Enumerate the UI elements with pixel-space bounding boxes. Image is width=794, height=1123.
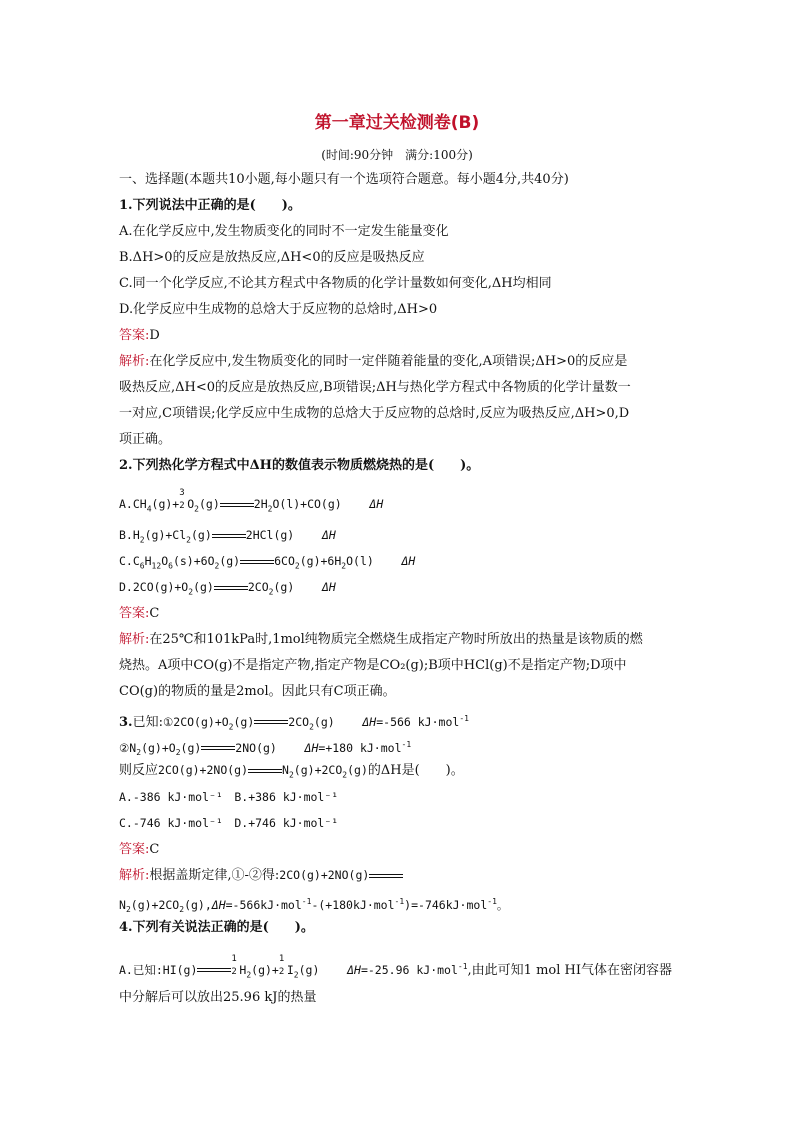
equals-arrow-icon xyxy=(369,873,403,879)
q2-analysis-line-3: CO(g)的物质的量是2mol。因此只有C项正确。 xyxy=(119,684,396,699)
answer-label: 答案: xyxy=(119,328,150,343)
equals-arrow-icon xyxy=(220,502,254,508)
q1-analysis-line-2: 吸热反应,ΔH<0的反应是放热反应,B项错误;ΔH与热化学方程式中各物质的化学计量数一 xyxy=(119,380,631,395)
q1-option-d: D.化学反应中生成物的总焓大于反应物的总焓时,ΔH>0 xyxy=(119,302,438,317)
equals-arrow-icon xyxy=(201,745,235,751)
q3-question: 则反应2CO(g)+2NO(g) $N_2(g)+2CO_2(g)$的ΔH是( )。 xyxy=(119,763,464,780)
equals-arrow-icon xyxy=(254,719,288,725)
q2-option-c: $C.C_6H_{12}O_6(s)+6O_2(g)$ $6CO_2(g)+6H_2O(l)$ ΔH xyxy=(119,554,416,571)
question-1: 1.下列说法中正确的是( )。 xyxy=(119,198,301,213)
q4-option-a-line-2: 中分解后可以放出25.96 kJ的热量 xyxy=(119,990,317,1005)
q2-option-d: $D.2CO(g)+O_2(g)$ $2CO_2(g)$ ΔH xyxy=(119,580,336,597)
q3-analysis-line-1: 解析:根据盖斯定律,①-②得:2CO(g)+2NO(g) xyxy=(119,867,403,884)
equals-arrow-icon xyxy=(248,768,282,774)
q1-analysis-line-3: 一对应,C项错误;化学反应中生成物的总焓大于反应物的总焓时,反应为吸热反应,ΔH>0,D xyxy=(119,406,630,421)
equals-arrow-icon xyxy=(212,533,246,539)
page-title: 第一章过关检测卷(B) xyxy=(314,113,480,133)
q1-answer: 答案:D xyxy=(119,328,160,343)
q2-analysis-line-1: 解析:在25℃和101kPa时,1mol纯物质完全燃烧生成指定产物时所放出的热量是该物质的燃 xyxy=(119,632,643,647)
q3-answer: 答案:C xyxy=(119,842,160,857)
section-heading: 一、选择题(本题共10小题,每小题只有一个选项符合题意。每小题4分,共40分) xyxy=(119,172,569,187)
equals-arrow-icon xyxy=(214,585,248,591)
question-4: 4.下列有关说法正确的是( )。 xyxy=(119,920,314,935)
question-2: 2.下列热化学方程式中ΔH的数值表示物质燃烧热的是( )。 xyxy=(119,458,480,473)
q2-option-a: $A.CH_4(g)+$ 3 2 $O_2(g)$ $2H_2O(l)+CO(g)$ ΔH xyxy=(119,488,384,514)
analysis-label: 解析: xyxy=(119,354,150,369)
page-subtitle: (时间:90分钟 满分:100分) xyxy=(321,148,473,162)
q4-option-a-line-1: A.已知:HI(g) 1 2 $H_2(g)+$ 1 2 $I_2(g)$ ΔH=-25.96 kJ·mol$^{-1}$,由此可知1 mol HI气体在密闭容器 xyxy=(119,953,672,980)
q1-analysis-line-1: 解析:在化学反应中,发生物质变化的同时一定伴随着能量的变化,A项错误;ΔH>0的反应是 xyxy=(119,354,628,369)
q3-options-cd: C.-746 kJ·mol⁻¹ D.+746 kJ·mol⁻¹ xyxy=(119,816,339,830)
q1-option-a: A.在化学反应中,发生物质变化的同时不一定发生能量变化 xyxy=(119,224,449,239)
equals-arrow-icon xyxy=(240,559,274,565)
equals-arrow-icon xyxy=(197,967,231,973)
q2-analysis-line-2: 烧热。A项中CO(g)不是指定产物,指定产物是CO₂(g);B项中HCl(g)不是指定产物;D项中 xyxy=(119,658,627,673)
q1-option-c: C.同一个化学反应,不论其方程式中各物质的化学计量数如何变化,ΔH均相同 xyxy=(119,276,552,291)
q1-analysis-line-4: 项正确。 xyxy=(119,432,172,447)
q2-option-b: $B.H_2(g)+Cl_2(g)$ 2HCl(g) ΔH xyxy=(119,528,336,545)
q2-answer: 答案:C xyxy=(119,606,160,621)
q3-options-ab: A.-386 kJ·mol⁻¹ B.+386 kJ·mol⁻¹ xyxy=(119,790,339,804)
q1-option-b: B.ΔH>0的反应是放热反应,ΔH<0的反应是吸热反应 xyxy=(119,250,425,265)
q3-analysis-line-2: $N_2(g)+2CO_2(g),\Delta H=-566kJ\cdot mol^{-1}-(+180kJ\cdot mol^{-1})=-746kJ\cdot mol^{-1}$。 xyxy=(119,897,509,915)
question-3: 3.已知$:①2CO(g)+O_2(g)$ $2CO_2(g)$ ΔH=-566 kJ·mol$^{-1}$ xyxy=(119,714,469,732)
q3-given-2: $②N_2(g)+O_2(g)$ 2NO(g) ΔH=+180 kJ·mol$^{-1}$ xyxy=(119,740,412,758)
